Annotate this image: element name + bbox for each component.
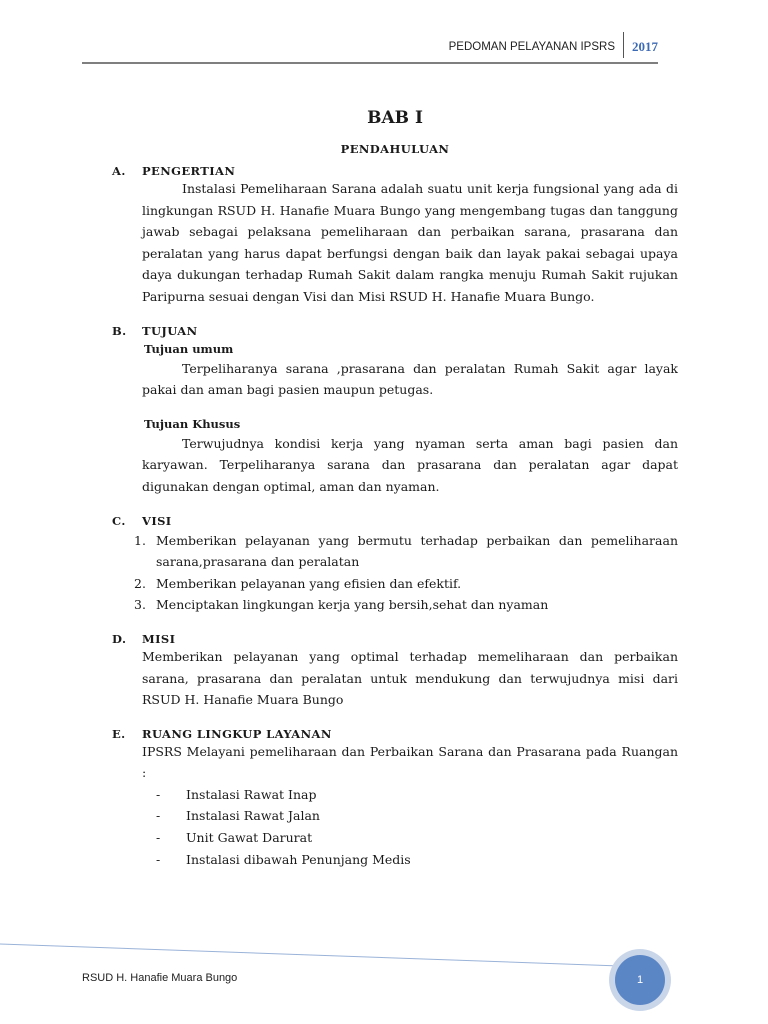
chapter-subtitle: PENDAHULUAN	[340, 142, 450, 156]
list-item: - Instalasi Rawat Jalan	[156, 808, 320, 824]
list-item: 1. Memberikan pelayanan yang bermutu terhadap perbaikan dan pemeliharaan sarana,prasarana dan peralatan	[134, 532, 678, 570]
page-header	[449, 36, 658, 58]
section-title: PENGERTIAN	[142, 164, 236, 178]
list-item: 2. Memberikan pelayanan yang efisien dan efektif.	[134, 575, 462, 591]
section-title: RUANG LINGKUP LAYANAN	[142, 726, 332, 741]
section-heading	[112, 727, 678, 741]
section-visi	[112, 514, 678, 616]
section-paragraph: Instalasi Pemeliharaan Sarana adalah suatu unit kerja fungsional yang ada di lingkungan RSUD H. Hanafie Muara Bungo yang mengembang tugas dan tanggung jawab sebagai pelaksana pemeliharaan dan perbaikan sarana, prasarana dan peralatan yang harus dapat berfungsi dengan baik dan layak pakai sebagai upaya daya dukungan terhadap Rumah Sakit dalam rangka menuju Rumah Sakit rujukan Paripurna sesuai dengan Visi dan Misi RSUD H. Hanafie Muara Bungo.	[142, 181, 678, 304]
list-item: - Instalasi Rawat Inap	[156, 786, 317, 802]
section-paragraph: Memberikan pelayanan yang optimal terhadap memeliharaan dan perbaikan sarana, prasarana dan peralatan untuk mendukung dan terwujudnya misi dari RSUD H. Hanafie Muara Bungo	[142, 648, 678, 708]
section-heading	[112, 514, 678, 528]
section-heading	[112, 324, 678, 338]
subsection-heading: Tujuan umum	[144, 341, 234, 356]
section-tujuan	[112, 324, 678, 498]
section-letter: B.	[112, 323, 127, 338]
section-letter: C.	[112, 513, 126, 528]
section-misi	[112, 632, 678, 711]
list-item: 3. Menciptakan lingkungan kerja yang bersih,sehat dan nyaman	[134, 597, 549, 613]
section-title: VISI	[142, 513, 172, 528]
header-rule	[82, 62, 658, 64]
section-title: TUJUAN	[142, 323, 198, 338]
header-year: 2017	[632, 39, 658, 54]
page-number: 1	[636, 974, 644, 986]
section-heading	[112, 164, 678, 178]
section-letter: E.	[112, 726, 126, 741]
document-body	[112, 108, 678, 870]
ruangan-list	[142, 784, 678, 870]
section-paragraph: Terpeliharanya sarana ,prasarana dan peralatan Rumah Sakit agar layak pakai dan aman bagi pasien maupun petugas.	[142, 360, 678, 398]
list-item: - Instalasi dibawah Penunjang Medis	[156, 851, 411, 867]
header-title: PEDOMAN PELAYANAN IPSRS	[448, 41, 615, 53]
footer-org: RSUD H. Hanafie Muara Bungo	[82, 972, 238, 984]
section-letter: A.	[112, 164, 126, 178]
visi-list	[134, 530, 678, 616]
section-heading	[112, 632, 678, 646]
section-title: MISI	[142, 631, 176, 646]
section-paragraph: Terwujudnya kondisi kerja yang nyaman serta aman bagi pasien dan karyawan. Terpeliharanya sarana dan prasarana dan peralatan agar dapat digunakan dengan optimal, aman dan nyaman.	[142, 435, 678, 494]
section-pengertian	[112, 164, 678, 308]
section-ruang-lingkup	[112, 727, 678, 871]
section-letter: D.	[112, 631, 127, 646]
chapter-title: BAB I	[367, 108, 423, 128]
subsection-heading: Tujuan Khusus	[144, 416, 241, 431]
section-paragraph: IPSRS Melayani pemeliharaan dan Perbaikan Sarana dan Prasarana pada Ruangan :	[142, 743, 678, 781]
list-item: - Unit Gawat Darurat	[156, 830, 313, 846]
